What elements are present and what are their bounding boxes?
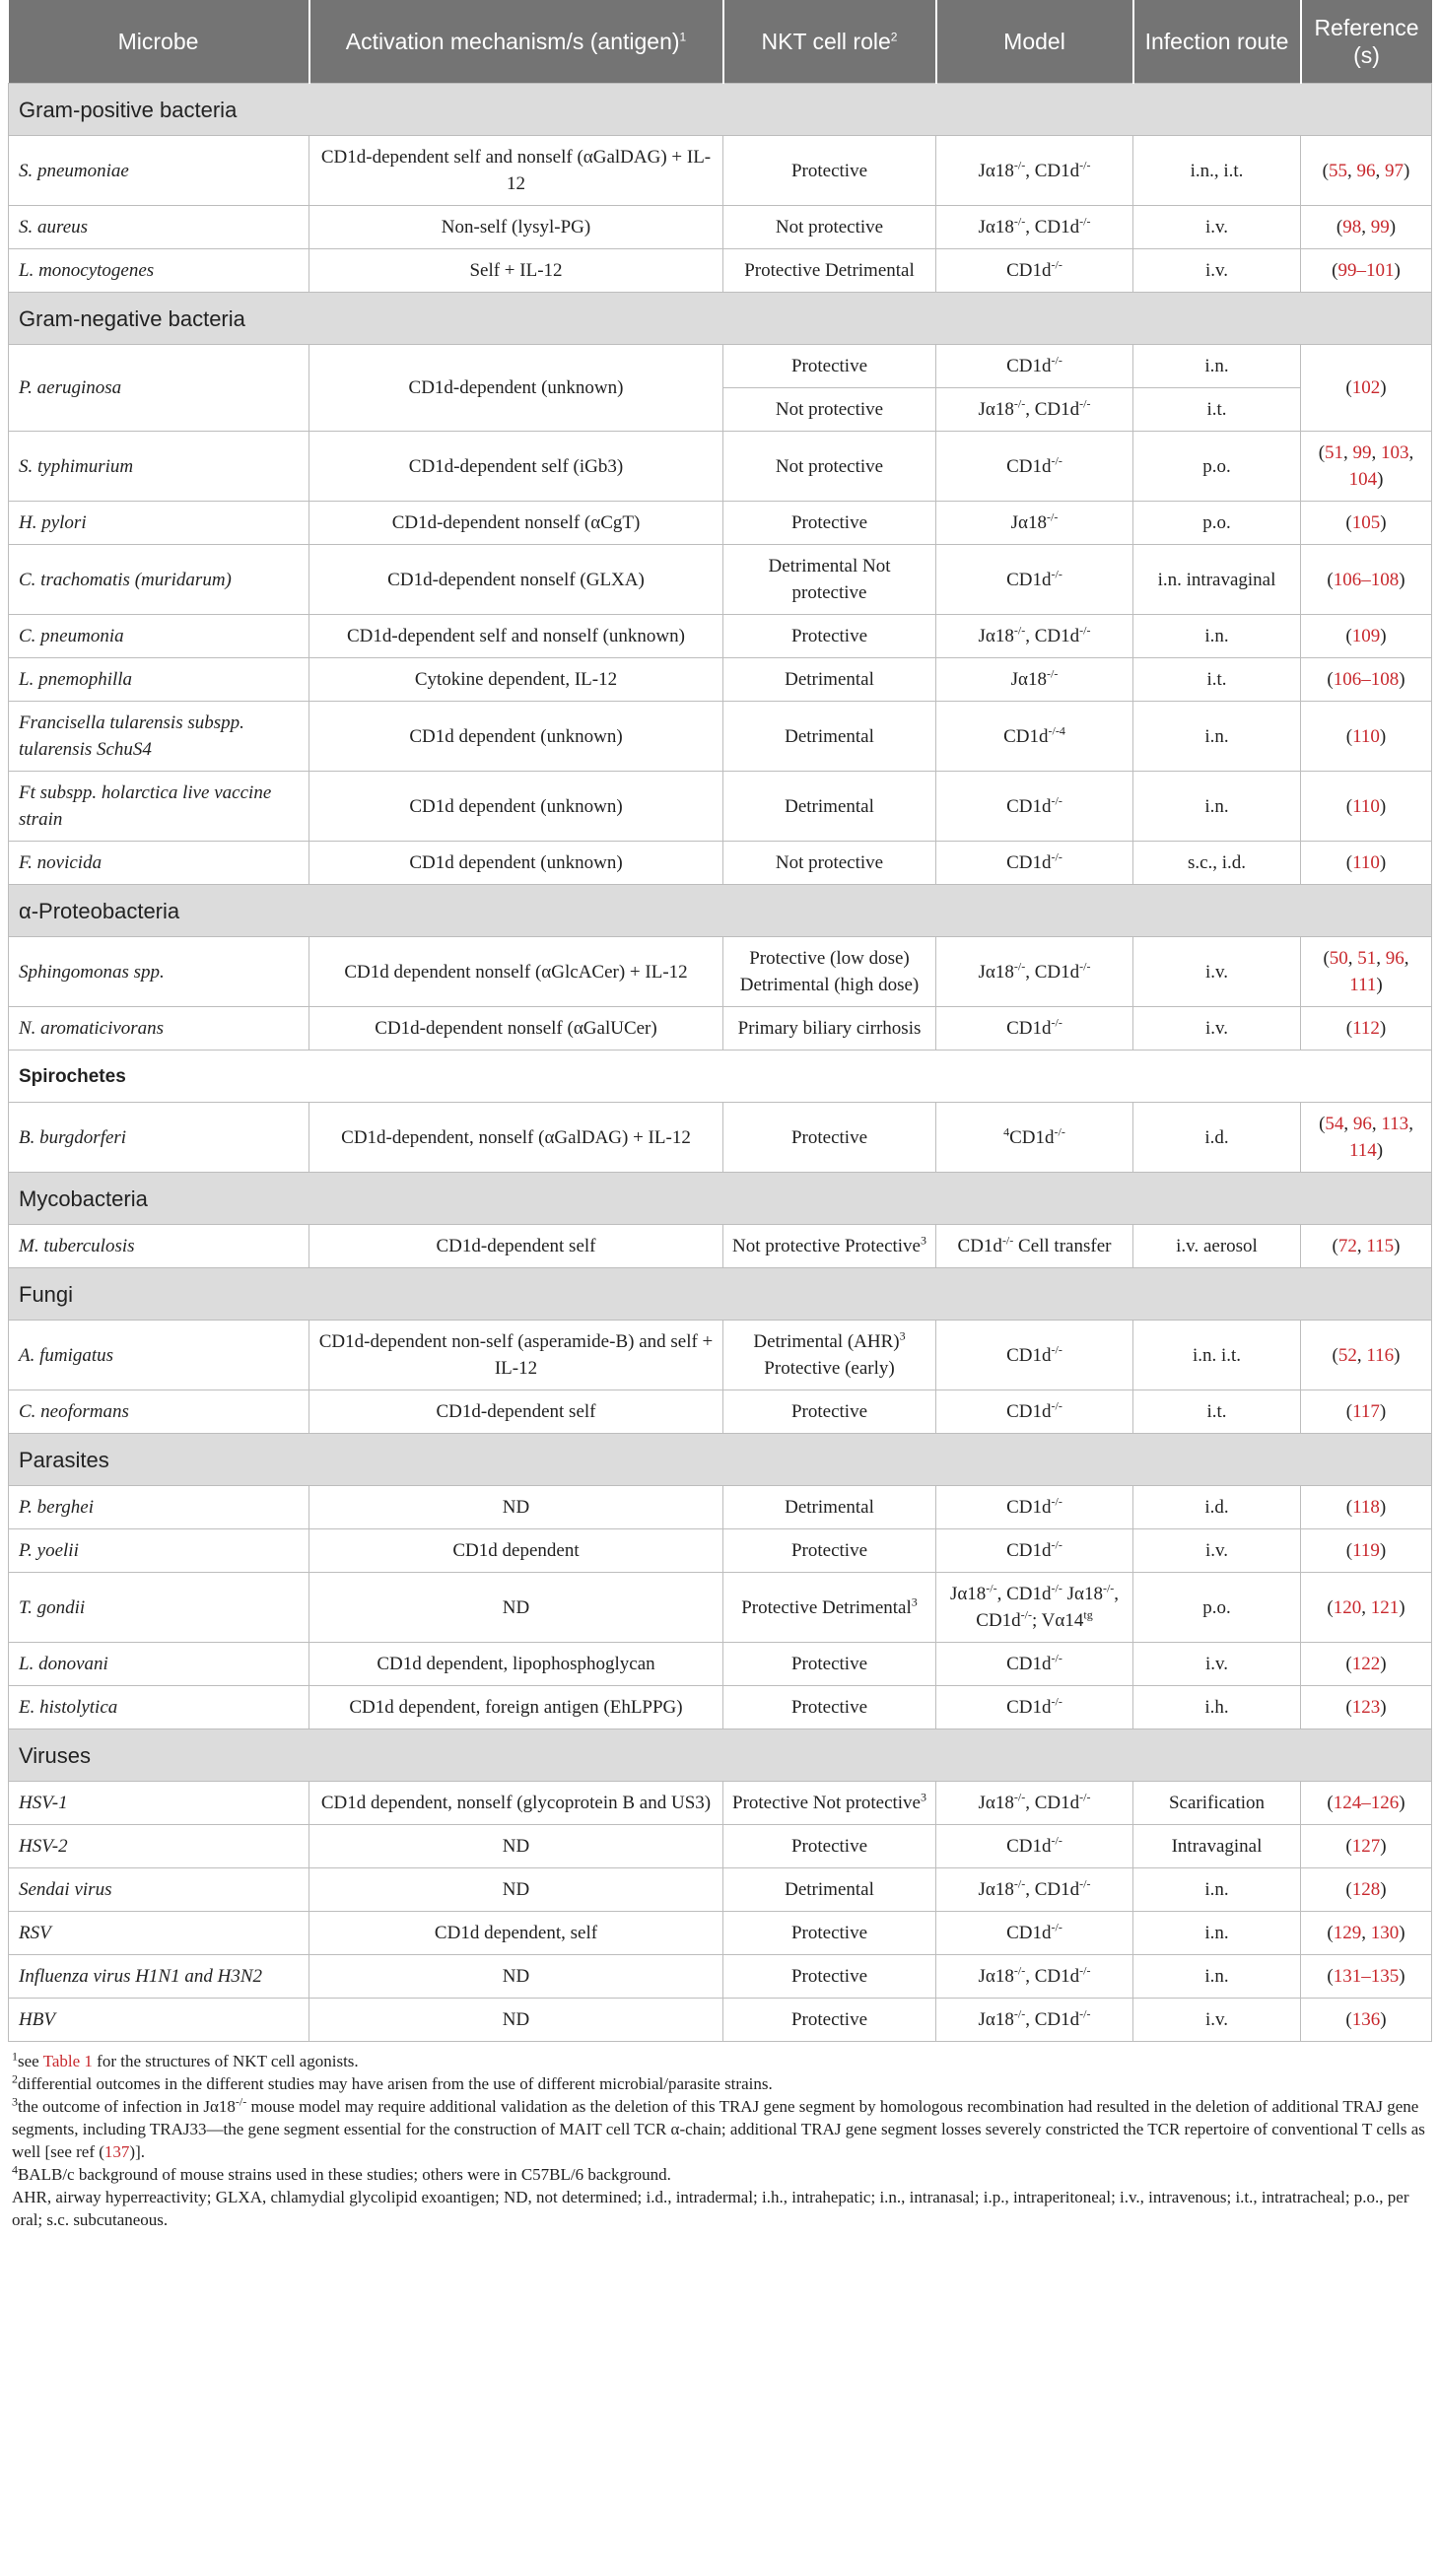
cell-microbe: A. fumigatus: [9, 1321, 309, 1390]
cell-activation: CD1d-dependent self and nonself (αGalDAG) + IL-12: [309, 136, 723, 206]
cell-role: Protective Detrimental$^3$: [723, 1573, 936, 1643]
cell-route: i.n.: [1133, 615, 1301, 658]
cell-route: i.d.: [1133, 1103, 1301, 1173]
section-header: [9, 84, 1432, 136]
cell-reference: (110): [1301, 772, 1432, 842]
cell-activation: CD1d-dependent nonself (αCgT): [309, 502, 723, 545]
reference-link[interactable]: 121: [1370, 1596, 1400, 1618]
reference-link[interactable]: 118: [1352, 1497, 1380, 1518]
cell-route: i.v.: [1133, 249, 1301, 293]
cell-activation: CD1d-dependent self: [309, 1225, 723, 1268]
cell-activation: ND: [309, 1999, 723, 2042]
cell-reference: (98, 99): [1301, 206, 1432, 249]
cell-microbe: Ft subspp. holarctica live vaccine strain: [9, 772, 309, 842]
cell-microbe: F. novicida: [9, 842, 309, 885]
footnote-3: $^3$the outcome of infection in Jα18-/- mouse model may require additional validation as the deletion of this TRAJ gene segment by homologous recombination had resulted in the deletion of additional TRAJ gene segments, including TRAJ33—the gene segment essential for the construction of MAIT cell TCR α-chain; additional TRAJ gene segment losses severely constricted the TCR repertoire of conventional T cells as well [see ref (137)].: [12, 2094, 1425, 2161]
cell-role: Protective: [723, 1103, 936, 1173]
cell-reference: (55, 96, 97): [1301, 136, 1432, 206]
cell-role: Protective: [723, 1999, 936, 2042]
cell-activation: CD1d dependent: [309, 1529, 723, 1573]
cell-route: i.n., i.t.: [1133, 136, 1301, 206]
table-row: [9, 136, 1432, 206]
cell-role: Not protective Protective$^3$: [723, 1225, 936, 1268]
section-title: Gram-negative bacteria: [9, 293, 1432, 345]
cell-reference: (52, 116): [1301, 1321, 1432, 1390]
cell-microbe: Francisella tularensis subspp. tularensis SchuS4: [9, 702, 309, 772]
cell-model: CD1d-/-: [936, 432, 1133, 502]
section-header: [9, 885, 1432, 937]
cell-role: Protective: [723, 1955, 936, 1999]
cell-activation: CD1d dependent (unknown): [309, 842, 723, 885]
table-row: [9, 1529, 1432, 1573]
cell-activation: CD1d dependent (unknown): [309, 772, 723, 842]
cell-model: CD1d-/-: [936, 545, 1133, 615]
cell-role: Detrimental: [723, 1868, 936, 1912]
cell-model: Jα18-/-: [936, 502, 1133, 545]
cell-model: CD1d-/-: [936, 249, 1133, 293]
cell-role: Not protective: [723, 388, 936, 432]
table-row: [9, 1912, 1432, 1955]
cell-model: CD1d-/-: [936, 1007, 1133, 1051]
footnote-2: $^2$differential outcomes in the different studies may have arisen from the use of different microbial/parasite strains.: [12, 2071, 773, 2093]
cell-role: Detrimental (AHR)$^3$ Protective (early): [723, 1321, 936, 1390]
cell-reference: (110): [1301, 842, 1432, 885]
cell-model: CD1d-/-: [936, 1686, 1133, 1729]
cell-reference: (117): [1301, 1390, 1432, 1434]
reference-link[interactable]: 50: [1329, 948, 1348, 969]
cell-microbe: C. pneumonia: [9, 615, 309, 658]
cell-microbe: RSV: [9, 1912, 309, 1955]
reference-link[interactable]: 105: [1351, 512, 1381, 533]
cell-activation: CD1d dependent nonself (αGlcACer) + IL-12: [309, 937, 723, 1007]
table-row: [9, 1486, 1432, 1529]
cell-reference: (99–101): [1301, 249, 1432, 293]
cell-microbe: E. histolytica: [9, 1686, 309, 1729]
cell-role: Protective: [723, 502, 936, 545]
table-row: [9, 658, 1432, 702]
reference-link[interactable]: 136: [1351, 2009, 1381, 2030]
cell-microbe: HSV-1: [9, 1782, 309, 1825]
table-row: [9, 1868, 1432, 1912]
cell-activation: CD1d-dependent nonself (αGalUCer): [309, 1007, 723, 1051]
cell-route: i.v.: [1133, 1999, 1301, 2042]
reference-link[interactable]: 129: [1333, 1923, 1362, 1943]
cell-activation: CD1d-dependent self (iGb3): [309, 432, 723, 502]
cell-route: i.v.: [1133, 1529, 1301, 1573]
reference-link[interactable]: 96: [1352, 1114, 1372, 1134]
cell-model: CD1d-/-: [936, 1390, 1133, 1434]
reference-link[interactable]: 55: [1329, 160, 1347, 181]
cell-route: p.o.: [1133, 432, 1301, 502]
table-row: [9, 702, 1432, 772]
cell-reference: (72, 115): [1301, 1225, 1432, 1268]
cell-model: Jα18-/-, CD1d-/-: [936, 1999, 1133, 2042]
reference-link[interactable]: 114: [1348, 1140, 1377, 1161]
cell-model: CD1d-/-: [936, 1321, 1133, 1390]
table-row: [9, 502, 1432, 545]
cell-microbe: S. typhimurium: [9, 432, 309, 502]
table-row: [9, 1999, 1432, 2042]
reference-link[interactable]: 130: [1370, 1923, 1400, 1943]
reference-link[interactable]: 115: [1366, 1236, 1395, 1256]
section-header: [9, 1051, 1432, 1103]
table-row: [9, 772, 1432, 842]
cell-microbe: Sendai virus: [9, 1868, 309, 1912]
cell-activation: Non-self (lysyl-PG): [309, 206, 723, 249]
cell-route: i.n. intravaginal: [1133, 545, 1301, 615]
cell-role: Detrimental Not protective: [723, 545, 936, 615]
cell-reference: (112): [1301, 1007, 1432, 1051]
cell-activation: ND: [309, 1573, 723, 1643]
cell-microbe: P. aeruginosa: [9, 345, 309, 432]
cell-activation: ND: [309, 1825, 723, 1868]
cell-activation: ND: [309, 1955, 723, 1999]
section-title: α-Proteobacteria: [9, 885, 1432, 937]
cell-route: i.v.: [1133, 937, 1301, 1007]
cell-model: CD1d-/- Cell transfer: [936, 1225, 1133, 1268]
cell-role: Not protective: [723, 206, 936, 249]
reference-link[interactable]: 110: [1352, 852, 1380, 873]
cell-model: $CD1d^{-/-4}$: [936, 702, 1133, 772]
cell-role: Not protective: [723, 432, 936, 502]
cell-microbe: HSV-2: [9, 1825, 309, 1868]
cell-route: i.n.: [1133, 345, 1301, 388]
cell-role: Primary biliary cirrhosis: [723, 1007, 936, 1051]
cell-role: Protective: [723, 615, 936, 658]
cell-model: Jα18-/-: [936, 658, 1133, 702]
reference-link[interactable]: 99–101: [1337, 260, 1395, 281]
cell-role: Detrimental: [723, 658, 936, 702]
cell-route: i.t.: [1133, 388, 1301, 432]
ref-137-link[interactable]: 137: [103, 2142, 130, 2161]
table-row: [9, 1782, 1432, 1825]
cell-reference: (127): [1301, 1825, 1432, 1868]
section-title: Parasites: [9, 1434, 1432, 1486]
cell-reference: (109): [1301, 615, 1432, 658]
cell-microbe: C. neoformans: [9, 1390, 309, 1434]
reference-link[interactable]: 52: [1337, 1344, 1357, 1366]
cell-reference: (106–108): [1301, 658, 1432, 702]
table-row: [9, 1103, 1432, 1173]
cell-model: Jα18-/-, CD1d-/-: [936, 1782, 1133, 1825]
cell-activation: CD1d dependent (unknown): [309, 702, 723, 772]
reference-link[interactable]: 117: [1352, 1401, 1380, 1422]
cell-route: i.n. i.t.: [1133, 1321, 1301, 1390]
cell-activation: CD1d-dependent non-self (asperamide-B) and self + IL-12: [309, 1321, 723, 1390]
reference-link[interactable]: 122: [1351, 1654, 1381, 1674]
cell-route: i.t.: [1133, 658, 1301, 702]
cell-model: CD1d-/-: [936, 1643, 1133, 1686]
cell-activation: CD1d-dependent self: [309, 1390, 723, 1434]
cell-route: i.n.: [1133, 702, 1301, 772]
cell-role: Protective: [723, 1825, 936, 1868]
cell-reference: (123): [1301, 1686, 1432, 1729]
cell-model: CD1d-/-: [936, 1825, 1133, 1868]
cell-microbe: C. trachomatis (muridarum): [9, 545, 309, 615]
cell-activation: CD1d-dependent (unknown): [309, 345, 723, 432]
cell-role: Protective: [723, 1686, 936, 1729]
cell-activation: CD1d-dependent, nonself (αGalDAG) + IL-12: [309, 1103, 723, 1173]
table-row: [9, 1390, 1432, 1434]
cell-route: p.o.: [1133, 1573, 1301, 1643]
cell-route: i.n.: [1133, 1912, 1301, 1955]
header-model: Model: [936, 0, 1133, 84]
cell-model: Jα18-/-, CD1d-/-: [936, 206, 1133, 249]
cell-model: Jα18-/-, CD1d-/- Jα18-/-, CD1d-/-; $V\alpha 14^{tg}$: [936, 1573, 1133, 1643]
section-title: Mycobacteria: [9, 1173, 1432, 1225]
table-row: [9, 1321, 1432, 1390]
cell-microbe: P. yoelii: [9, 1529, 309, 1573]
footnotes: [8, 2050, 1431, 2231]
cell-route: i.d.: [1133, 1486, 1301, 1529]
reference-link[interactable]: 103: [1381, 442, 1409, 463]
cell-route: s.c., i.d.: [1133, 842, 1301, 885]
cell-route: i.v.: [1133, 206, 1301, 249]
cell-microbe: L. pnemophilla: [9, 658, 309, 702]
reference-link[interactable]: 102: [1351, 377, 1381, 398]
reference-link[interactable]: 99: [1352, 442, 1372, 463]
cell-model: CD1d-/-: [936, 1912, 1133, 1955]
reference-link[interactable]: 99: [1370, 217, 1390, 237]
table-row: [9, 432, 1432, 502]
cell-role: Protective: [723, 1529, 936, 1573]
cell-reference: (120, 121): [1301, 1573, 1432, 1643]
reference-link[interactable]: 104: [1348, 469, 1378, 490]
cell-microbe: P. berghei: [9, 1486, 309, 1529]
reference-link[interactable]: 131–135: [1333, 1966, 1400, 1987]
cell-microbe: B. burgdorferi: [9, 1103, 309, 1173]
reference-link[interactable]: 128: [1351, 1879, 1381, 1900]
cell-activation: CD1d dependent, lipophosphoglycan: [309, 1643, 723, 1686]
table-1-link[interactable]: Table 1: [42, 2052, 93, 2070]
reference-link[interactable]: 51: [1357, 948, 1377, 969]
cell-reference: (128): [1301, 1868, 1432, 1912]
reference-link[interactable]: 106–108: [1333, 669, 1400, 690]
cell-role: Protective Not protective$^3$: [723, 1782, 936, 1825]
cell-reference: (105): [1301, 502, 1432, 545]
cell-route: p.o.: [1133, 502, 1301, 545]
reference-link[interactable]: 120: [1333, 1596, 1362, 1618]
header-route: Infection route: [1133, 0, 1301, 84]
cell-reference: (110): [1301, 702, 1432, 772]
reference-link[interactable]: 119: [1352, 1540, 1380, 1561]
reference-link[interactable]: 110: [1352, 725, 1380, 747]
cell-microbe: L. monocytogenes: [9, 249, 309, 293]
cell-route: i.v.: [1133, 1007, 1301, 1051]
table-row: [9, 1686, 1432, 1729]
header-activation: Activation mechanism/s (antigen)$^1$: [309, 0, 723, 84]
cell-reference: (54, 96, 113, 114): [1301, 1103, 1432, 1173]
cell-activation: Cytokine dependent, IL-12: [309, 658, 723, 702]
reference-link[interactable]: 127: [1351, 1836, 1381, 1857]
reference-link[interactable]: 112: [1352, 1018, 1380, 1039]
section-title: Spirochetes: [9, 1051, 1432, 1103]
reference-link[interactable]: 96: [1356, 160, 1376, 181]
cell-activation: CD1d-dependent nonself (GLXA): [309, 545, 723, 615]
footnote-1: $^1$see Table 1 for the structures of NKT cell agonists.: [12, 2049, 359, 2070]
cell-role: Protective: [723, 1643, 936, 1686]
table-row: [9, 842, 1432, 885]
cell-model: Jα18-/-, CD1d-/-: [936, 388, 1133, 432]
cell-reference: (106–108): [1301, 545, 1432, 615]
reference-link[interactable]: 116: [1366, 1344, 1395, 1366]
reference-link[interactable]: 106–108: [1333, 569, 1400, 590]
reference-link[interactable]: 51: [1325, 442, 1344, 463]
cell-model: Jα18-/-, CD1d-/-: [936, 1868, 1133, 1912]
footnote-abbreviations: AHR, airway hyperreactivity; GLXA, chlamydial glycolipid exoantigen; ND, not determined; i.d., intradermal; i.h., intrahepatic; i.n., intranasal; i.p., intraperitoneal; i.v., intravenous; i.t., intratracheal; p.o., per oral; s.c. subcutaneous.: [12, 2188, 1409, 2229]
cell-microbe: S. pneumoniae: [9, 136, 309, 206]
cell-role: Not protective: [723, 842, 936, 885]
cell-reference: (122): [1301, 1643, 1432, 1686]
section-header: [9, 1173, 1432, 1225]
table-container: [8, 0, 1431, 2231]
section-title: Gram-positive bacteria: [9, 84, 1432, 136]
section-header: [9, 1268, 1432, 1321]
cell-model: CD1d-/-: [936, 1529, 1133, 1573]
cell-role: Protective: [723, 1390, 936, 1434]
cell-activation: CD1d dependent, foreign antigen (EhLPPG): [309, 1686, 723, 1729]
cell-role: Detrimental: [723, 772, 936, 842]
reference-link[interactable]: 72: [1337, 1236, 1357, 1256]
cell-microbe: Influenza virus H1N1 and H3N2: [9, 1955, 309, 1999]
table-row: [9, 1573, 1432, 1643]
cell-role: Protective: [723, 345, 936, 388]
cell-route: Intravaginal: [1133, 1825, 1301, 1868]
table-row: [9, 545, 1432, 615]
cell-activation: ND: [309, 1486, 723, 1529]
cell-model: Jα18-/-, CD1d-/-: [936, 136, 1133, 206]
cell-reference: (118): [1301, 1486, 1432, 1529]
cell-activation: CD1d dependent, self: [309, 1912, 723, 1955]
cell-reference: (131–135): [1301, 1955, 1432, 1999]
section-title: Viruses: [9, 1729, 1432, 1782]
reference-link[interactable]: 124–126: [1333, 1793, 1400, 1813]
reference-link[interactable]: 98: [1342, 217, 1362, 237]
cell-route: i.v.: [1133, 1643, 1301, 1686]
table-row: [9, 1955, 1432, 1999]
table-row: [9, 1007, 1432, 1051]
cell-reference: (102): [1301, 345, 1432, 432]
cell-model: Jα18-/-, CD1d-/-: [936, 615, 1133, 658]
cell-reference: (50, 51, 96, 111): [1301, 937, 1432, 1007]
section-header: [9, 293, 1432, 345]
cell-role: Detrimental: [723, 1486, 936, 1529]
cell-role: Protective: [723, 136, 936, 206]
section-header: [9, 1729, 1432, 1782]
reference-link[interactable]: 54: [1325, 1114, 1344, 1134]
cell-activation: ND: [309, 1868, 723, 1912]
cell-microbe: S. aureus: [9, 206, 309, 249]
reference-link[interactable]: 113: [1381, 1114, 1409, 1134]
table-row: [9, 615, 1432, 658]
cell-route: i.h.: [1133, 1686, 1301, 1729]
cell-role: Protective Detrimental: [723, 249, 936, 293]
table-row: [9, 1225, 1432, 1268]
cell-activation: CD1d-dependent self and nonself (unknown): [309, 615, 723, 658]
reference-link[interactable]: 97: [1385, 160, 1404, 181]
cell-reference: (51, 99, 103, 104): [1301, 432, 1432, 502]
cell-model: CD1d-/-: [936, 1486, 1133, 1529]
cell-model: Jα18-/-, CD1d-/-: [936, 1955, 1133, 1999]
cell-microbe: HBV: [9, 1999, 309, 2042]
cell-reference: (124–126): [1301, 1782, 1432, 1825]
reference-link[interactable]: 96: [1385, 948, 1405, 969]
table-body: [9, 84, 1432, 2042]
footnote-4: $^4$BALB/c background of mouse strains used in these studies; others were in C57BL/6 background.: [12, 2162, 671, 2184]
table-row: [9, 937, 1432, 1007]
table-row: [9, 1825, 1432, 1868]
nkt-infection-table: [8, 0, 1432, 2042]
table-row: [9, 206, 1432, 249]
reference-link[interactable]: 111: [1349, 975, 1377, 995]
cell-route: i.t.: [1133, 1390, 1301, 1434]
cell-model: CD1d-/-: [936, 345, 1133, 388]
cell-microbe: Sphingomonas spp.: [9, 937, 309, 1007]
cell-microbe: T. gondii: [9, 1573, 309, 1643]
cell-microbe: H. pylori: [9, 502, 309, 545]
cell-route: Scarification: [1133, 1782, 1301, 1825]
table-row: [9, 249, 1432, 293]
cell-role: Protective: [723, 1912, 936, 1955]
header-role: NKT cell role$^2$: [723, 0, 936, 84]
reference-link[interactable]: 110: [1352, 795, 1380, 817]
cell-route: i.v. aerosol: [1133, 1225, 1301, 1268]
cell-route: i.n.: [1133, 1955, 1301, 1999]
section-header: [9, 1434, 1432, 1486]
cell-microbe: M. tuberculosis: [9, 1225, 309, 1268]
cell-reference: (119): [1301, 1529, 1432, 1573]
table-row: [9, 1643, 1432, 1686]
cell-route: i.n.: [1133, 772, 1301, 842]
cell-model: CD1d-/-: [936, 772, 1133, 842]
cell-route: i.n.: [1133, 1868, 1301, 1912]
header-row: [9, 0, 1432, 84]
cell-role: Detrimental: [723, 702, 936, 772]
cell-reference: (136): [1301, 1999, 1432, 2042]
reference-link[interactable]: 123: [1351, 1697, 1381, 1718]
cell-microbe: L. donovani: [9, 1643, 309, 1686]
section-title: Fungi: [9, 1268, 1432, 1321]
table-row: [9, 345, 1432, 388]
cell-microbe: N. aromaticivorans: [9, 1007, 309, 1051]
reference-link[interactable]: 109: [1351, 626, 1381, 646]
cell-model: $^4$CD1d-/-: [936, 1103, 1133, 1173]
cell-role: Protective (low dose) Detrimental (high dose): [723, 937, 936, 1007]
cell-reference: (129, 130): [1301, 1912, 1432, 1955]
cell-model: Jα18-/-, CD1d-/-: [936, 937, 1133, 1007]
cell-activation: CD1d dependent, nonself (glycoprotein B and US3): [309, 1782, 723, 1825]
cell-model: CD1d-/-: [936, 842, 1133, 885]
header-reference: Reference (s): [1301, 0, 1432, 84]
cell-activation: Self + IL-12: [309, 249, 723, 293]
header-microbe: Microbe: [9, 0, 309, 84]
